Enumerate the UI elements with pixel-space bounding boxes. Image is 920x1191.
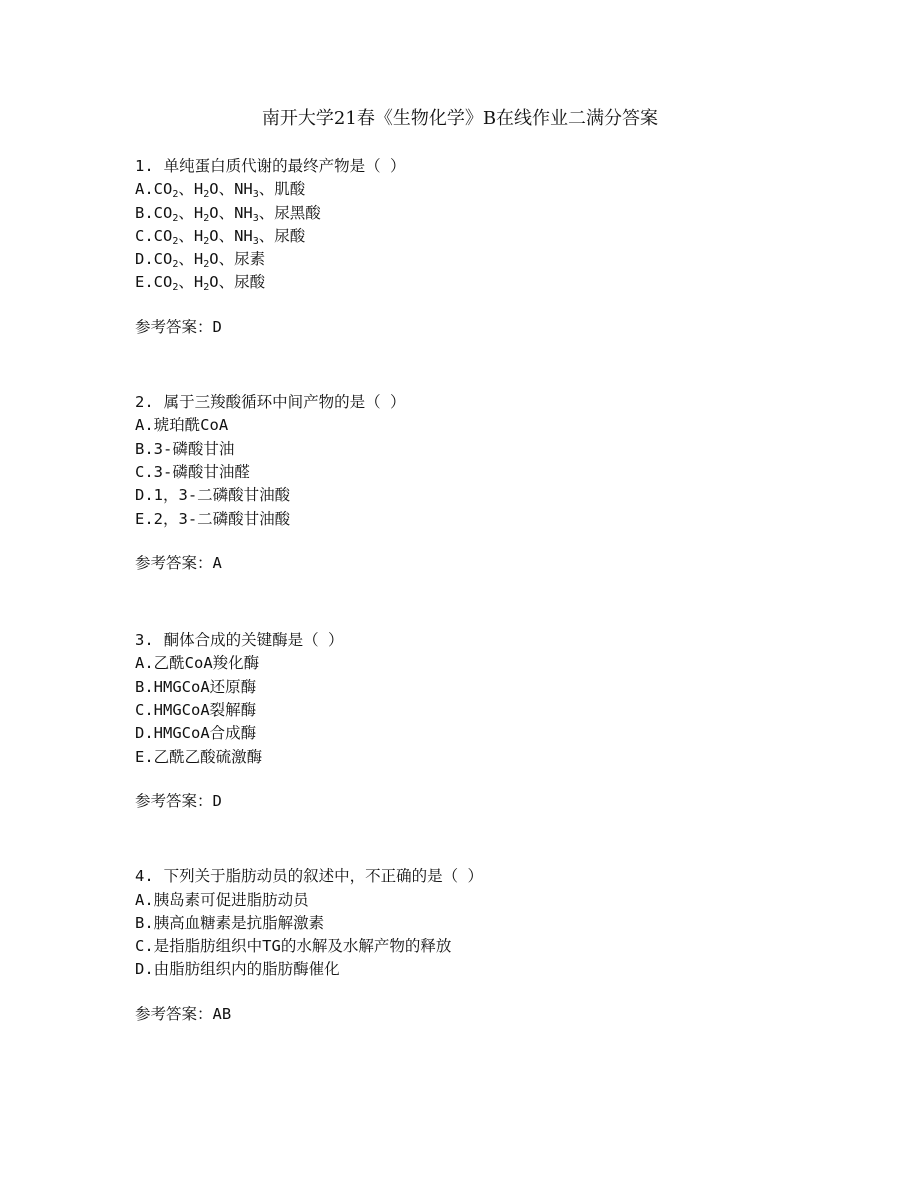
subscript: 2 bbox=[172, 189, 179, 201]
option-letter: C. bbox=[135, 462, 154, 481]
option-text: 3-磷酸甘油 bbox=[153, 439, 235, 458]
option-text: O、NH bbox=[209, 203, 253, 222]
option-text: 、H bbox=[178, 226, 204, 245]
option-text: 、肌酸 bbox=[258, 180, 306, 199]
question-number: 4. bbox=[135, 867, 154, 886]
answer-value: D bbox=[212, 317, 222, 336]
option-a bbox=[135, 178, 835, 201]
reference-answer bbox=[135, 1003, 835, 1026]
option-list bbox=[135, 178, 835, 294]
option-b bbox=[135, 202, 835, 225]
option-text: 2，3-二磷酸甘油酸 bbox=[153, 509, 291, 528]
option-text: 、尿黑酸 bbox=[258, 203, 321, 222]
option-text: 、H bbox=[178, 180, 204, 199]
option-a bbox=[135, 889, 835, 912]
subscript: 2 bbox=[172, 212, 179, 224]
question-text: 下列关于脂肪动员的叙述中，不正确的是（ ） bbox=[163, 867, 484, 886]
option-letter: B. bbox=[135, 439, 154, 458]
subscript: 3 bbox=[252, 189, 259, 201]
option-text: O、NH bbox=[209, 180, 253, 199]
option-text: O、NH bbox=[209, 226, 253, 245]
question-stem bbox=[135, 629, 835, 652]
option-text: 、H bbox=[178, 250, 204, 269]
option-text: 乙酰CoA羧化酶 bbox=[153, 654, 260, 673]
option-letter: D. bbox=[135, 250, 154, 269]
option-text: CO bbox=[153, 226, 173, 245]
page-title: 南开大学21春《生物化学》B在线作业二满分答案 bbox=[261, 108, 659, 129]
option-text: 、尿酸 bbox=[258, 226, 306, 245]
option-a bbox=[135, 414, 835, 437]
option-text: 是指脂肪组织中TG的水解及水解产物的释放 bbox=[153, 937, 452, 956]
option-letter: E. bbox=[135, 509, 154, 528]
option-letter: A. bbox=[135, 180, 154, 199]
subscript: 2 bbox=[203, 189, 210, 201]
question-3 bbox=[135, 629, 835, 813]
option-list bbox=[135, 652, 835, 768]
answer-value: D bbox=[212, 791, 222, 810]
option-letter: D. bbox=[135, 486, 154, 505]
subscript: 2 bbox=[172, 235, 179, 247]
subscript: 2 bbox=[203, 282, 210, 294]
reference-answer bbox=[135, 316, 835, 339]
option-c bbox=[135, 461, 835, 484]
option-text: HMGCoA还原酶 bbox=[153, 677, 257, 696]
option-text: HMGCoA合成酶 bbox=[153, 724, 257, 743]
option-c bbox=[135, 225, 835, 248]
option-text: HMGCoA裂解酶 bbox=[153, 701, 257, 720]
answer-label: 参考答案： bbox=[135, 553, 213, 572]
option-text: 1，3-二磷酸甘油酸 bbox=[153, 486, 291, 505]
option-letter: A. bbox=[135, 890, 154, 909]
answer-value: A bbox=[212, 553, 222, 572]
question-number: 2. bbox=[135, 393, 154, 412]
option-text: 3-磷酸甘油醛 bbox=[153, 462, 250, 481]
option-letter: C. bbox=[135, 701, 154, 720]
subscript: 2 bbox=[203, 235, 210, 247]
answer-label: 参考答案： bbox=[135, 1004, 213, 1023]
option-text: CO bbox=[153, 203, 173, 222]
question-text: 酮体合成的关键酶是（ ） bbox=[163, 631, 344, 650]
option-e bbox=[135, 271, 835, 294]
option-text: 、H bbox=[178, 203, 204, 222]
reference-answer bbox=[135, 790, 835, 813]
option-text: CO bbox=[153, 180, 173, 199]
option-letter: C. bbox=[135, 937, 154, 956]
subscript: 2 bbox=[203, 212, 210, 224]
question-number: 3. bbox=[135, 631, 154, 650]
subscript: 2 bbox=[172, 282, 179, 294]
option-text: 胰高血糖素是抗脂解激素 bbox=[153, 913, 325, 932]
option-letter: E. bbox=[135, 747, 154, 766]
option-letter: B. bbox=[135, 677, 154, 696]
question-text: 属于三羧酸循环中间产物的是（ ） bbox=[163, 393, 406, 412]
answer-label: 参考答案： bbox=[135, 317, 213, 336]
option-b bbox=[135, 912, 835, 935]
question-number: 1. bbox=[135, 157, 154, 175]
option-letter: D. bbox=[135, 960, 154, 979]
option-d bbox=[135, 484, 835, 507]
option-letter: C. bbox=[135, 226, 154, 245]
option-letter: B. bbox=[135, 913, 154, 932]
option-d bbox=[135, 722, 835, 745]
option-a bbox=[135, 652, 835, 675]
question-stem bbox=[135, 391, 835, 414]
option-text: 胰岛素可促进脂肪动员 bbox=[153, 890, 309, 909]
option-letter: E. bbox=[135, 273, 154, 292]
option-b bbox=[135, 676, 835, 699]
subscript: 2 bbox=[172, 259, 179, 271]
question-text: 单纯蛋白质代谢的最终产物是（ ） bbox=[163, 157, 406, 175]
option-letter: D. bbox=[135, 724, 154, 743]
option-letter: B. bbox=[135, 203, 154, 222]
option-text: O、尿素 bbox=[209, 250, 266, 269]
question-2 bbox=[135, 391, 835, 575]
option-list bbox=[135, 414, 835, 530]
question-4 bbox=[135, 865, 835, 1026]
question-list bbox=[135, 155, 835, 1026]
option-text: O、尿酸 bbox=[209, 273, 266, 292]
option-letter: A. bbox=[135, 654, 154, 673]
option-c bbox=[135, 935, 835, 958]
option-e bbox=[135, 508, 835, 531]
subscript: 3 bbox=[252, 235, 259, 247]
option-e bbox=[135, 746, 835, 769]
option-text: 乙酰乙酸硫激酶 bbox=[153, 747, 263, 766]
answer-value: AB bbox=[212, 1004, 232, 1023]
option-text: 由脂肪组织内的脂肪酶催化 bbox=[153, 960, 340, 979]
option-list bbox=[135, 889, 835, 982]
option-b bbox=[135, 438, 835, 461]
reference-answer bbox=[135, 552, 835, 575]
option-letter: A. bbox=[135, 416, 154, 435]
option-text: CO bbox=[153, 273, 173, 292]
option-text: CO bbox=[153, 250, 173, 269]
subscript: 2 bbox=[203, 259, 210, 271]
option-d bbox=[135, 248, 835, 271]
question-1 bbox=[135, 155, 835, 339]
question-stem bbox=[135, 155, 835, 178]
option-text: 、H bbox=[178, 273, 204, 292]
option-d bbox=[135, 958, 835, 981]
answer-label: 参考答案： bbox=[135, 791, 213, 810]
option-text: 琥珀酰CoA bbox=[153, 416, 229, 435]
subscript: 3 bbox=[252, 212, 259, 224]
option-c bbox=[135, 699, 835, 722]
question-stem bbox=[135, 865, 835, 888]
